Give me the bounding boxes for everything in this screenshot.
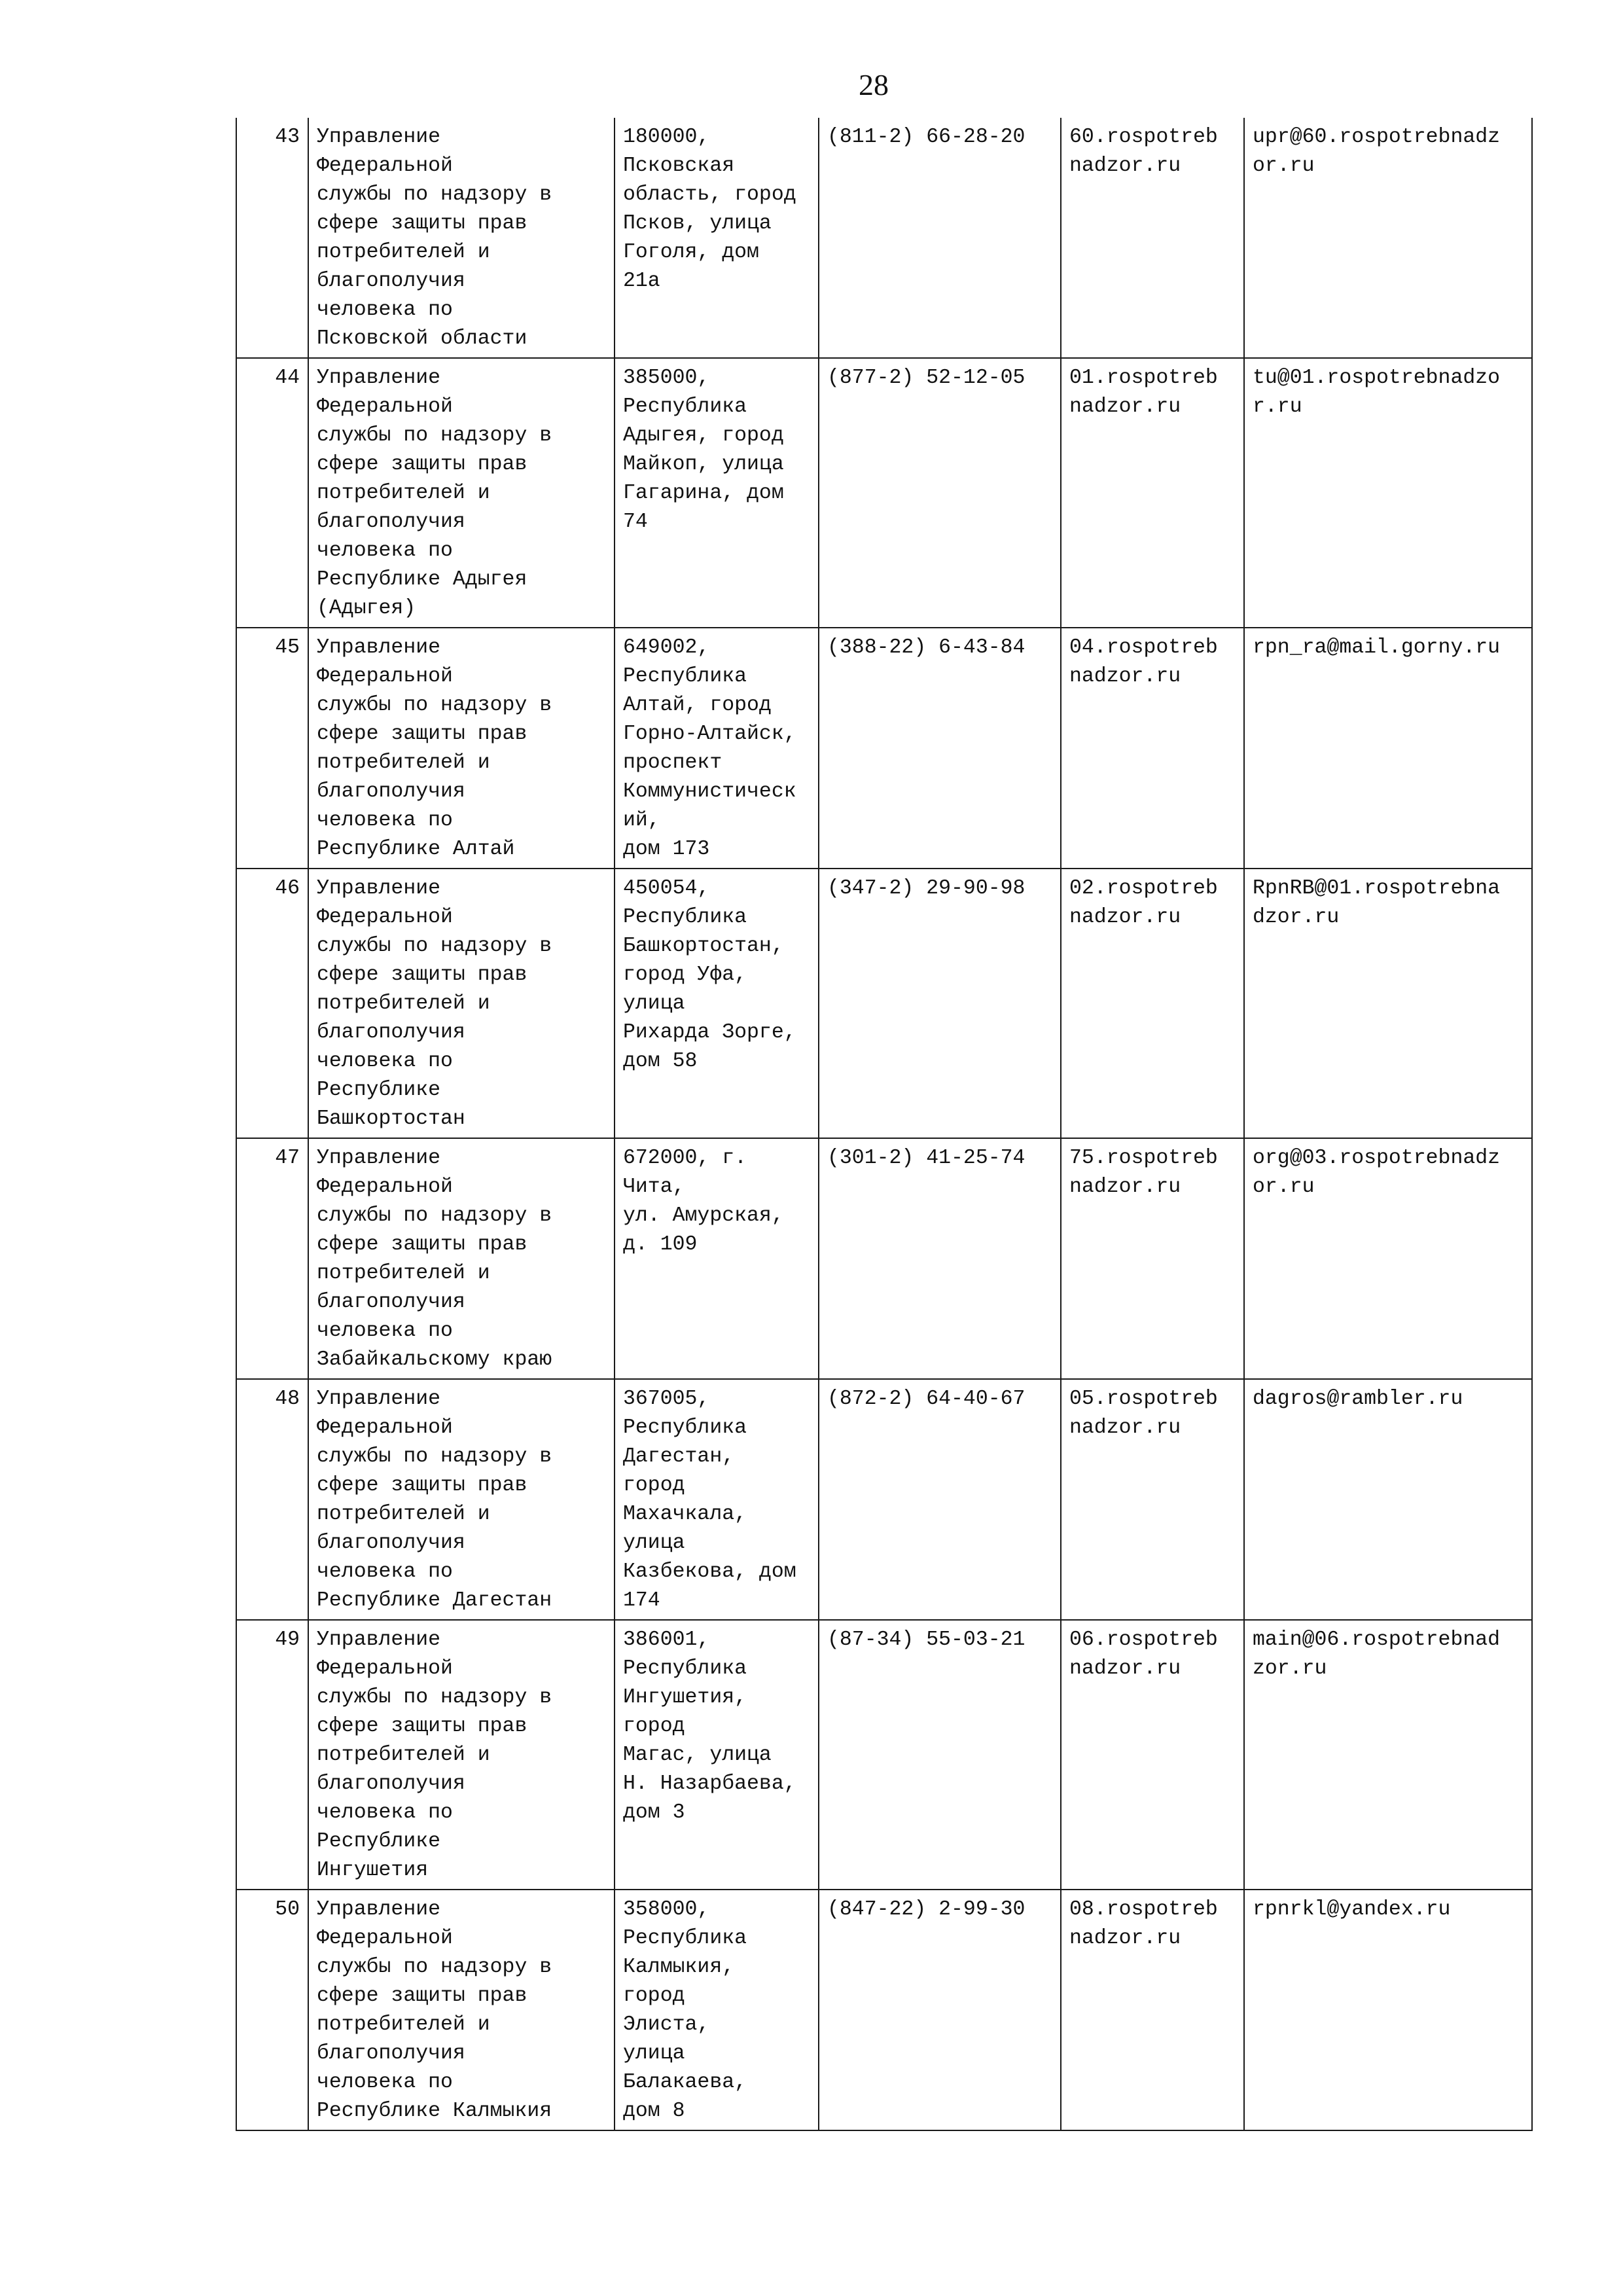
table-row	[236, 1138, 1532, 1379]
table-row	[236, 118, 1532, 358]
agency-phone: (847-22) 2-99-30	[819, 1890, 1061, 2130]
agency-email: dagros@rambler.ru	[1244, 1379, 1532, 1620]
row-number: 44	[236, 358, 308, 628]
agency-name: Управление Федеральной службы по надзору в сфере защиты прав потребителей и благополучия человека по Республике Башкортостан	[308, 869, 615, 1138]
agency-email: tu@01.rospotrebnadzo r.ru	[1244, 358, 1532, 628]
agency-address: 386001, Республика Ингушетия, город Магас, улица Н. Назарбаева, дом 3	[615, 1620, 819, 1890]
agency-website: 02.rospotreb nadzor.ru	[1061, 869, 1244, 1138]
row-number: 43	[236, 118, 308, 358]
agency-name: Управление Федеральной службы по надзору в сфере защиты прав потребителей и благополучия человека по Республике Адыгея (Адыгея)	[308, 358, 615, 628]
page-number: 28	[859, 68, 889, 101]
agency-email: main@06.rospotrebnad zor.ru	[1244, 1620, 1532, 1890]
agency-website: 60.rospotreb nadzor.ru	[1061, 118, 1244, 358]
agency-email: RpnRB@01.rospotrebna dzor.ru	[1244, 869, 1532, 1138]
agency-address: 672000, г. Чита, ул. Амурская, д. 109	[615, 1138, 819, 1379]
table-row	[236, 628, 1532, 869]
table-row	[236, 1620, 1532, 1890]
agency-phone: (811-2) 66-28-20	[819, 118, 1061, 358]
agency-website: 04.rospotreb nadzor.ru	[1061, 628, 1244, 869]
agency-email: rpn_ra@mail.gorny.ru	[1244, 628, 1532, 869]
agency-website: 01.rospotreb nadzor.ru	[1061, 358, 1244, 628]
table-row	[236, 869, 1532, 1138]
agency-name: Управление Федеральной службы по надзору в сфере защиты прав потребителей и благополучия человека по Псковской области	[308, 118, 615, 358]
table-row	[236, 358, 1532, 628]
row-number: 48	[236, 1379, 308, 1620]
row-number: 45	[236, 628, 308, 869]
table-row	[236, 1379, 1532, 1620]
agency-address: 180000, Псковская область, город Псков, улица Гоголя, дом 21а	[615, 118, 819, 358]
agency-phone: (301-2) 41-25-74	[819, 1138, 1061, 1379]
agency-phone: (87-34) 55-03-21	[819, 1620, 1061, 1890]
agency-name: Управление Федеральной службы по надзору в сфере защиты прав потребителей и благополучия человека по Республике Ингушетия	[308, 1620, 615, 1890]
agency-name: Управление Федеральной службы по надзору в сфере защиты прав потребителей и благополучия человека по Забайкальскому краю	[308, 1138, 615, 1379]
row-number: 46	[236, 869, 308, 1138]
agency-name: Управление Федеральной службы по надзору в сфере защиты прав потребителей и благополучия человека по Республике Алтай	[308, 628, 615, 869]
agency-address: 358000, Республика Калмыкия, город Элиста, улица Балакаева, дом 8	[615, 1890, 819, 2130]
agency-phone: (388-22) 6-43-84	[819, 628, 1061, 869]
agency-address: 450054, Республика Башкортостан, город Уфа, улица Рихарда Зорге, дом 58	[615, 869, 819, 1138]
agency-name: Управление Федеральной службы по надзору в сфере защиты прав потребителей и благополучия человека по Республике Дагестан	[308, 1379, 615, 1620]
agency-phone: (877-2) 52-12-05	[819, 358, 1061, 628]
agency-website: 05.rospotreb nadzor.ru	[1061, 1379, 1244, 1620]
agency-website: 08.rospotreb nadzor.ru	[1061, 1890, 1244, 2130]
agency-email: org@03.rospotrebnadz or.ru	[1244, 1138, 1532, 1379]
agency-email: upr@60.rospotrebnadz or.ru	[1244, 118, 1532, 358]
agency-phone: (347-2) 29-90-98	[819, 869, 1061, 1138]
table-row	[236, 1890, 1532, 2130]
agency-address: 649002, Республика Алтай, город Горно-Алтайск, проспект Коммунистическ ий, дом 173	[615, 628, 819, 869]
agency-name: Управление Федеральной службы по надзору в сфере защиты прав потребителей и благополучия человека по Республике Калмыкия	[308, 1890, 615, 2130]
row-number: 50	[236, 1890, 308, 2130]
agency-registry-table	[236, 118, 1533, 2131]
row-number: 49	[236, 1620, 308, 1890]
agency-phone: (872-2) 64-40-67	[819, 1379, 1061, 1620]
row-number: 47	[236, 1138, 308, 1379]
agency-website: 75.rospotreb nadzor.ru	[1061, 1138, 1244, 1379]
agency-website: 06.rospotreb nadzor.ru	[1061, 1620, 1244, 1890]
agency-email: rpnrkl@yandex.ru	[1244, 1890, 1532, 2130]
agency-address: 385000, Республика Адыгея, город Майкоп, улица Гагарина, дом 74	[615, 358, 819, 628]
agency-address: 367005, Республика Дагестан, город Махачкала, улица Казбекова, дом 174	[615, 1379, 819, 1620]
